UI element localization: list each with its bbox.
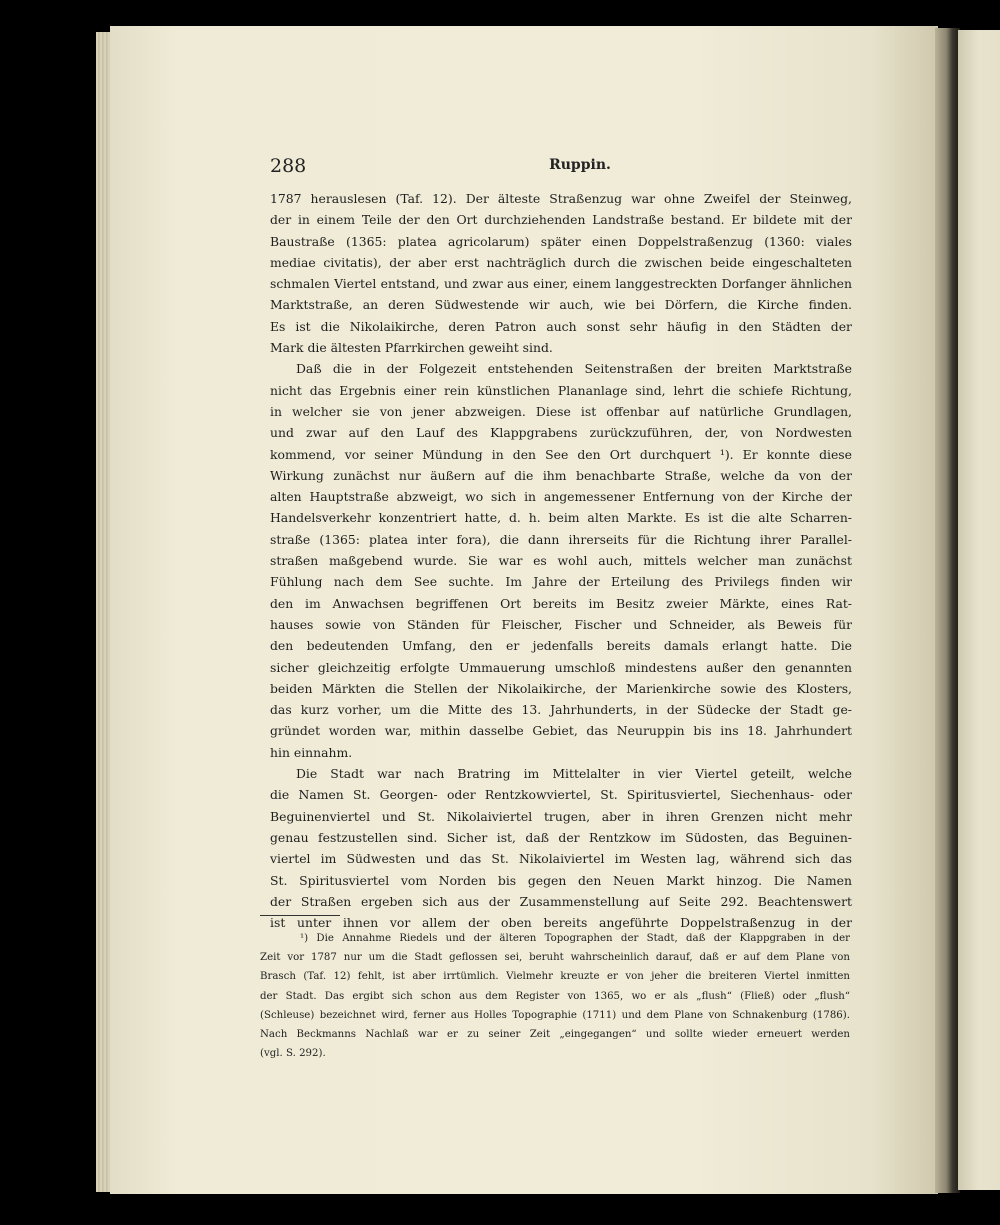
text-line: den bedeutenden Umfang, den er jedenfalls bereits damals erlangt hatte. Die [270,638,852,654]
text-line: St. Spiritusviertel vom Norden bis gegen den Neuen Markt hinzog. Die Namen [270,872,852,888]
footnote-line: ¹) Die Annahme Riedels und der älteren Topographen der Stadt, daß der Klappgraben in der [300,933,850,944]
text-line: sicher gleichzeitig erfolgte Ummauerung umschloß mindestens außer den genannten [270,659,852,675]
text-line: viertel im Südwesten und das St. Nikolaiviertel im Westen lag, während sich das [270,851,852,867]
main-text [270,188,852,933]
text-line: genau festzustellen sind. Sicher ist, daß der Rentzkow im Südosten, das Beguinen- [270,829,852,845]
text-line: Handelsverkehr konzentriert hatte, d. h. beim alten Markte. Es ist die alte Scharren- [270,510,852,526]
footnote-line: (vgl. S. 292). [260,1048,326,1060]
text-line: Daß die in der Folgezeit entstehenden Seitenstraßen der breiten Marktstraße [296,361,852,377]
text-line: alten Hauptstraße abzweigt, wo sich in angemessener Entfernung von der Kirche der [270,489,852,505]
text-line: kommend, vor seiner Mündung in den See den Ort durchquert ¹). Er konnte diese [270,446,852,462]
footnote-line: der Stadt. Das ergibt sich schon aus dem Register von 1365, wo er als „flush“ (Fließ) oder „flush“ [260,990,850,1002]
text-line: Die Stadt war nach Bratring im Mittelalter in vier Viertel geteilt, welche [296,766,852,782]
footnotes [260,929,850,1063]
text-line: und zwar auf den Lauf des Klappgrabens zurückzuführen, der, von Nordwesten [270,425,852,441]
footnote-line: Brasch (Taf. 12) fehlt, ist aber irrtümlich. Vielmehr kreuzte er von jeher die breiteren Viertel inmitten [260,971,850,983]
text-line: gründet worden war, mithin dasselbe Gebiet, das Neuruppin bis ins 18. Jahrhundert [270,723,852,739]
text-line: den im Anwachsen begriffenen Ort bereits im Besitz zweier Märkte, eines Rat- [270,595,852,611]
running-head: Ruppin. [549,157,611,173]
text-line: Marktstraße, an deren Südwestende wir auch, wie bei Dörfern, die Kirche finden. [270,297,852,313]
footnote-rule [260,915,340,916]
text-line: straßen maßgebend wurde. Sie war es wohl auch, mittels welcher man zunächst [270,553,852,569]
text-line: der Straßen ergeben sich aus der Zusammenstellung auf Seite 292. Beachtenswert [270,893,852,909]
text-line: hauses sowie von Ständen für Fleischer, Fischer und Schneider, als Beweis für [270,616,852,632]
page-header [270,155,850,179]
text-line: beiden Märkten die Stellen der Nikolaikirche, der Marienkirche sowie des Klosters, [270,680,852,696]
footnote-line: Nach Beckmanns Nachlaß war er zu seiner Zeit „eingegangen“ und sollte wieder erneuert werden [260,1028,850,1040]
text-line: ist unter ihnen vor allem der oben bereits angeführte Doppelstraßenzug in der [270,915,852,931]
text-line: schmalen Viertel entstand, und zwar aus einer, einem langgestreckten Dorfanger ähnlichen [270,276,852,292]
text-line: der in einem Teile der den Ort durchziehenden Landstraße bestand. Er bildete mit der [270,212,852,228]
text-line: die Namen St. Georgen- oder Rentzkowviertel, St. Spiritusviertel, Siechenhaus- oder [270,787,852,803]
text-line: Mark die ältesten Pfarrkirchen geweiht sind. [270,340,553,356]
footnote-line: Zeit vor 1787 nur um die Stadt geflossen sei, beruht wahrscheinlich darauf, daß er auf dem Plane von [260,952,850,964]
text-line: in welcher sie von jener abzweigen. Diese ist offenbar auf natürliche Grundlagen, [270,403,852,419]
text-line: 1787 herauslesen (Taf. 12). Der älteste Straßenzug war ohne Zweifel der Steinweg, [270,191,852,206]
facing-page-edge [958,30,1000,1190]
text-line: straße (1365: platea inter fora), die dann ihrerseits für die Richtung ihrer Parallel- [270,531,852,547]
text-line: Fühlung nach dem See suchte. Im Jahre der Erteilung des Privilegs finden wir [270,574,852,590]
text-line: mediae civitatis), der aber erst nachträglich durch die zwischen beide eingeschalteten [270,254,852,270]
text-line: Beguinenviertel und St. Nikolaiviertel trugen, aber in ihren Grenzen nicht mehr [270,808,852,824]
page-number: 288 [270,155,307,177]
text-line: Es ist die Nikolaikirche, deren Patron auch sonst sehr häufig in den Städten der [270,318,852,334]
book-gutter [935,28,960,1193]
text-line: Wirkung zunächst nur äußern auf die ihm benachbarte Straße, welche da von der [270,467,852,483]
footnote-line: (Schleuse) bezeichnet wird, ferner aus Holles Topographie (1711) und dem Plane von Schnakenburg (1786). [260,1009,850,1021]
text-line: das kurz vorher, um die Mitte des 13. Jahrhunderts, in der Südecke der Stadt ge- [270,702,852,718]
text-line: Baustraße (1365: platea agricolarum) später einen Doppelstraßenzug (1360: viales [270,233,852,249]
text-line: nicht das Ergebnis einer rein künstlichen Plananlage sind, lehrt die schiefe Richtung, [270,382,852,398]
text-line: hin einnahm. [270,744,353,760]
